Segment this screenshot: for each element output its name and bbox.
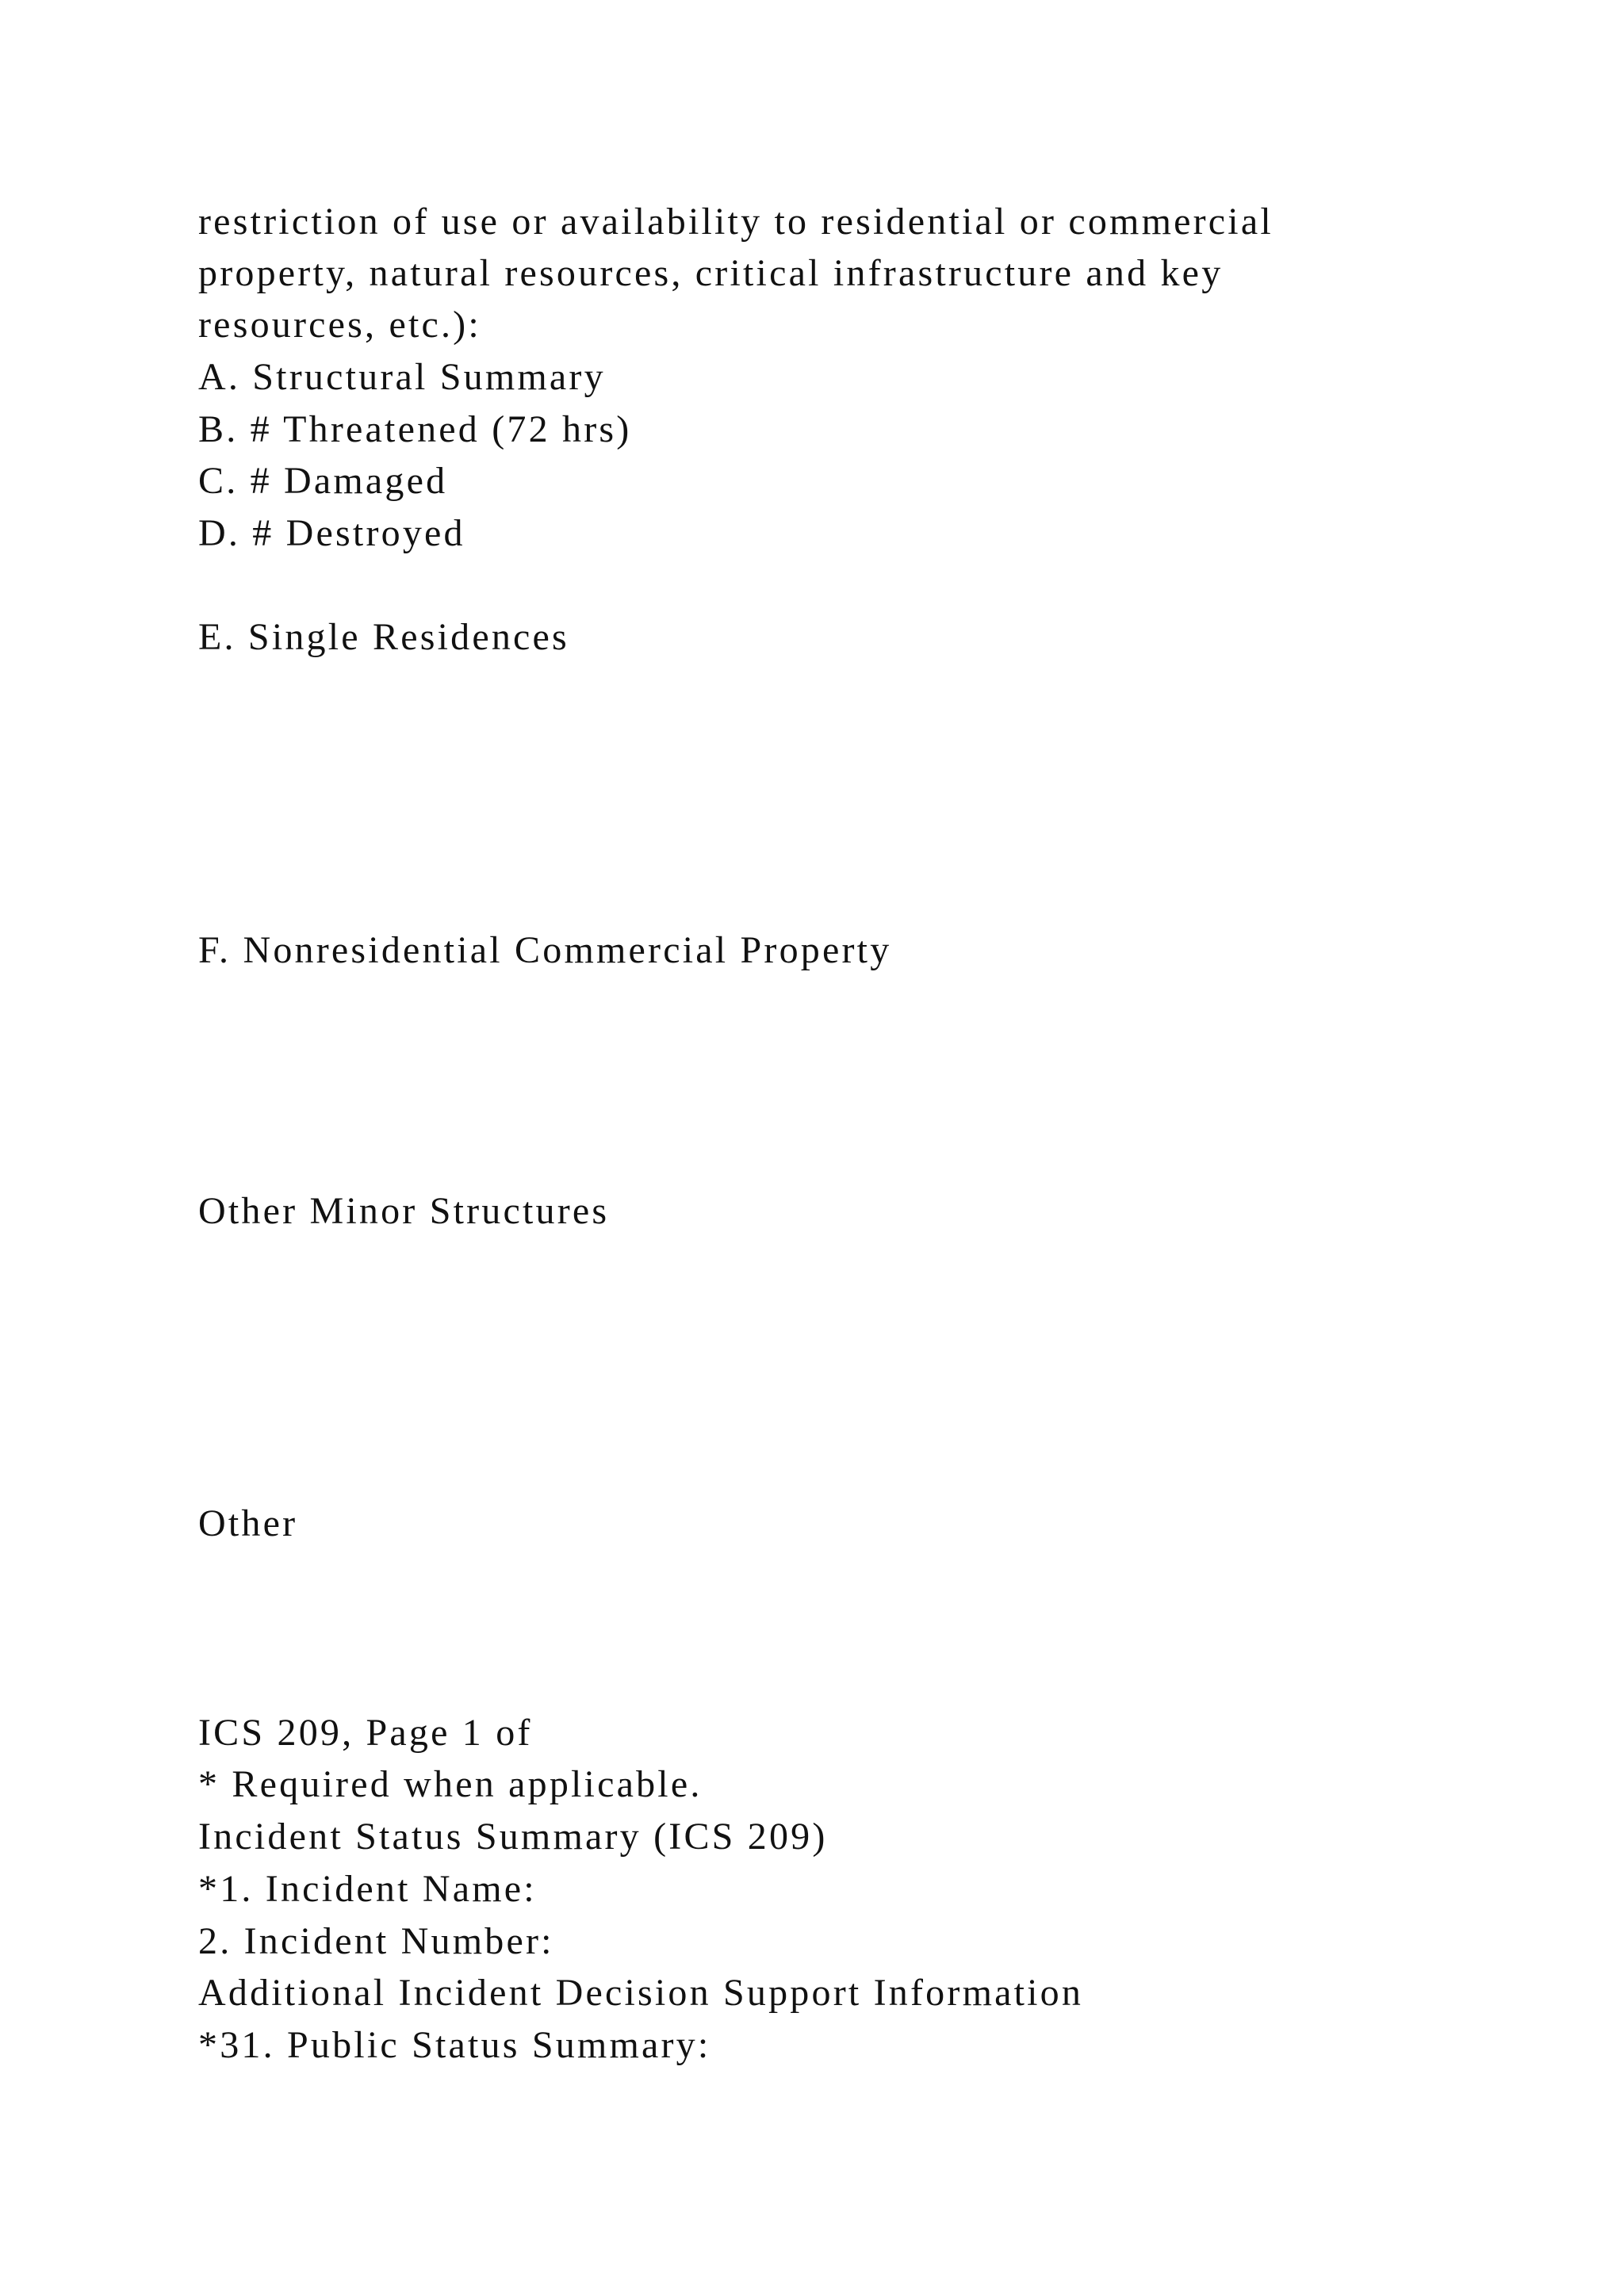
destroyed-label: D. # Destroyed — [198, 512, 465, 554]
incident-number-label: 2. Incident Number: — [198, 1920, 554, 1962]
other-label: Other — [198, 1502, 298, 1544]
other-minor-structures-label: Other Minor Structures — [198, 1190, 610, 1232]
single-residences-label: E. Single Residences — [198, 616, 569, 658]
threatened-label: B. # Threatened (72 hrs) — [198, 408, 632, 450]
damaged-label: C. # Damaged — [198, 460, 448, 502]
intro-line-3: resources, etc.): — [198, 304, 481, 346]
nonresidential-label: F. Nonresidential Commercial Property — [198, 929, 892, 971]
form-page-number: ICS 209, Page 1 of — [198, 1712, 533, 1754]
form-title: Incident Status Summary (ICS 209) — [198, 1816, 828, 1858]
incident-name-label: *1. Incident Name: — [198, 1868, 537, 1910]
section-heading: Additional Incident Decision Support Information — [198, 1972, 1084, 2014]
required-note: * Required when applicable. — [198, 1763, 703, 1805]
intro-line-1: restriction of use or availability to residential or commercial — [198, 201, 1274, 243]
structural-summary-heading: A. Structural Summary — [198, 356, 606, 398]
intro-line-2: property, natural resources, critical infrastructure and key — [198, 252, 1224, 294]
public-status-summary-label: *31. Public Status Summary: — [198, 2024, 711, 2066]
